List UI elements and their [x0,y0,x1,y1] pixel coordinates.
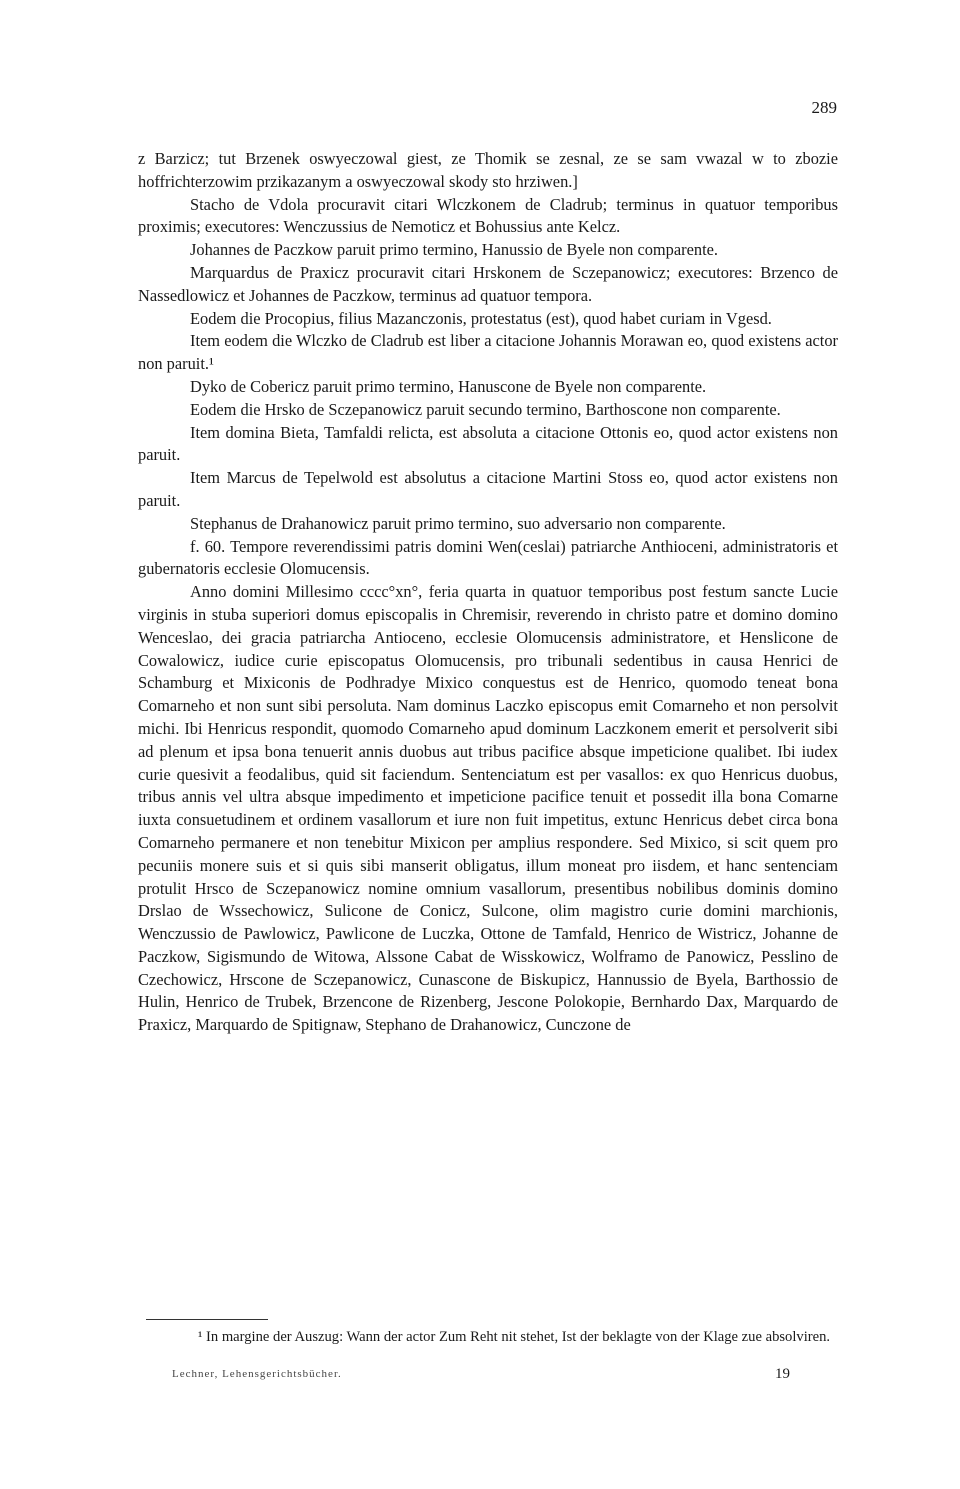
paragraph: Marquardus de Praxicz procuravit citari Hrskonem de Sczepanowicz; executores: Brzenco de Nassedlowicz et Johannes de Paczkow, terminus ad quatuor tempora. [138,262,838,305]
sheet-signature: 19 [775,1366,790,1382]
footnote-rule [146,1319,268,1320]
paragraph: z Barzicz; tut Brzenek oswyeczowal giest, ze Thomik se zesnal, ze se sam vwazal w to zbozie hoffrichterzowim przikazanym a oswyeczowal skody sto hrziwen.] [138,149,838,191]
body-text [138,148,838,1037]
paragraph: Eodem die Hrsko de Sczepanowicz paruit secundo termino, Barthoscone non comparente. [190,399,781,419]
paragraph: Item Marcus de Tepelwold est absolutus a citacione Martini Stoss eo, quod actor existens non paruit. [138,468,838,510]
paragraph: Item eodem die Wlczko de Cladrub est liber a citacione Johannis Morawan eo, quod existens actor non paruit.¹ [138,331,838,374]
paragraph: Item domina Bieta, Tamfaldi relicta, est absoluta a citacione Ottonis eo, quod actor existens non paruit. [138,422,838,465]
paragraph: Anno domini Millesimo cccc°xn°, feria quarta in quatuor temporibus post festum sancte Lucie virginis in stuba superiori domus episcopalis in Chremisir, reverendo in christo patre et domino domino Wenceslao, dei gracia patriarcha Antioceno, ecclesie Olomucensis administratore, et Henslicone de Cowalowicz, iudice curie episcopatus Olomucensis, pro tribunali sedentibus in causa Henrici de Schamburg et Mixiconis de Podhradye Mixico conquestus est de Henrico, quomodo teneat bona Comarneho et non sunt sibi persoluta. Nam dominus Laczko episcopus emit Comarneho et non persolvit michi. Ibi Henricus respondit, quomodo Comarneho apud dominum Laczkonem emerit et persolverit sibi ad plenum et ipsa bona tenuerit annis duobus aut tribus pacifice absque impeticione qualibet. Ibi iudex curie quesivit a feodalibus, quid sit faciendum. Sentenciatum est per vasallos: ex quo Henricus duobus, tribus annis vel ultra absque impedimento et impeticione pacifice tenuit et possedit illa bona Comarne iuxta consuetudinem et ordinem vasallorum et iure non fuit impetitus, extunc Henricus debet circa bona Comarneho permanere et non tenebitur Mixicon per amplius respondere. Sed Mixico, si scit quem pro pecuniis monere suis et si quis sibi manserit obligatus, illum moneat pro iisdem, et hanc sentenciam protulit Hrsco de Sczepanowicz nomine omnium vasallorum, presentibus nobilibus dominis domino Drslao de Wssechowicz, Sulicone de Conicz, Sulcone, olim magistro curie domini marchionis, Wenczussio de Pawlowicz, Pawlicone de Luczka, Ottone de Tamfald, Henrico de Wistricz, Johanne de Paczkow, Sigismundo de Witowa, Alssone Cabat de Wisskowicz, Wolframo de Panowicz, Pesslino de Czechowicz, Hrscone de Sczepanowicz, Cunascone de Biskupicz, Hannussio de Byela, Barthossio de Hulin, Henrico de Trubek, Brzencone de Rizenberg, Jescone Polokopie, Bernhardo Dax, Marquardo de Praxicz, Marquardo de Spitignaw, Stephano de Drahanowicz, Cunczone de [138,582,838,1035]
page-number: 289 [811,98,837,117]
section-heading-paragraph: f. 60. Tempore reverendissimi patris domini Wen(ceslai) patriarche Anthioceni, administratoris et gubernatoris ecclesie Olomucensis. [138,536,838,579]
footer-signature: Lechner, Lehensgerichtsbücher. [172,1368,342,1380]
paragraph: Stacho de Vdola procuravit citari Wlczkonem de Cladrub; terminus in quatuor temporibus proximis; executores: Wenczussius de Nemoticz et Bohussius ante Kelcz. [138,194,838,237]
footnote [146,1327,838,1347]
footnote-text: ¹ In margine der Auszug: Wann der actor Zum Reht nit stehet, Ist der beklagte von der Klage zue absolviren. [198,1329,831,1345]
paragraph: Johannes de Paczkow paruit primo termino, Hanussio de Byele non comparente. [190,240,719,260]
paragraph: Eodem die Procopius, filius Mazanczonis, protestatus (est), quod habet curiam in Vgesd. [190,308,772,328]
paragraph: Stephanus de Drahanowicz paruit primo termino, suo adversario non comparente. [190,513,726,533]
paragraph: Dyko de Cobericz paruit primo termino, Hanuscone de Byele non comparente. [190,376,707,396]
